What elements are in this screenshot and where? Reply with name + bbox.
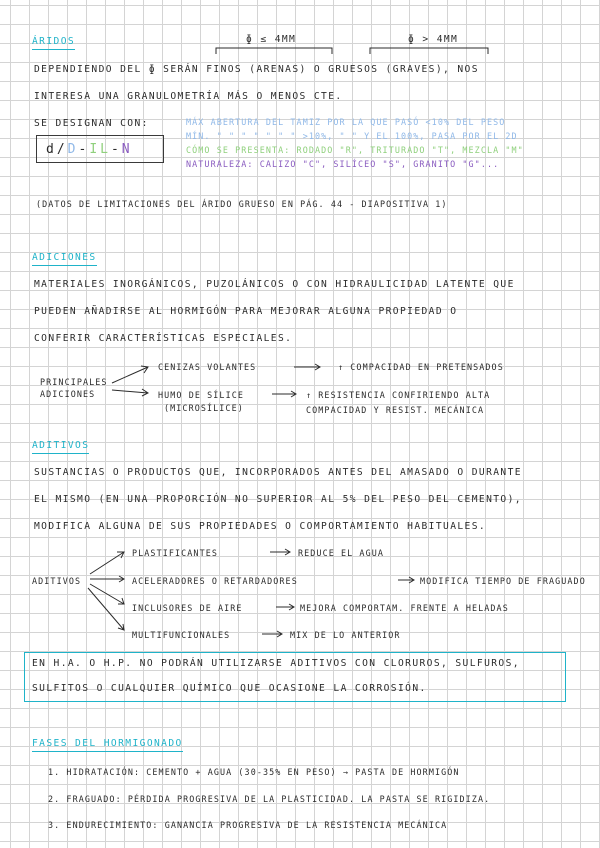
coarse-size-label: ɸ > 4MM — [408, 34, 459, 45]
aridos-text-line-2: INTERESA UNA GRANULOMETRÍA MÁS O MENOS CTE. — [34, 91, 343, 102]
note-max-opening: MÁX ABERTURA DEL TAMIZ POR LA QUE PASÓ <10% DEL PESO — [186, 117, 506, 127]
aditivos-text-line-2: EL MISMO (EN UNA PROPORCIÓN NO SUPERIOR AL 5% DEL PESO DEL CEMENTO), — [34, 494, 522, 505]
section-heading-fases: FASES DEL HORMIGONADO — [32, 738, 183, 752]
addition-fly-ash-effect: ↑ COMPACIDAD EN PRETENSADOS — [338, 362, 504, 372]
additive-type-effect: MIX DE LO ANTERIOR — [290, 630, 401, 640]
principal-additions-label-1: PRINCIPALES — [40, 377, 108, 387]
additive-type-name: MULTIFUNCIONALES — [132, 630, 231, 640]
branch-arrow-aceleradores — [90, 576, 124, 582]
principal-additions-label-2: ADICIONES — [40, 389, 96, 399]
section-heading-adiciones: ADICIONES — [32, 252, 97, 266]
addition-silica-fume-sub: (MICROSÍLICE) — [164, 403, 244, 413]
effect-arrow-inclusores — [276, 604, 294, 610]
additive-type-effect: MEJORA COMPORTAM. FRENTE A HELADAS — [300, 603, 509, 613]
code-N: N — [121, 142, 133, 157]
code-slash: / — [56, 142, 68, 157]
coarse-size-bracket — [370, 48, 488, 54]
effect-arrow-plastificantes — [270, 549, 290, 555]
code-D: D — [67, 142, 79, 157]
addition-silica-fume: HUMO DE SÍLICE — [158, 390, 244, 400]
effect-arrow-silica-fume — [272, 391, 296, 397]
note-min-opening: MÍN. " " " " " " " >10%, " " Y EL 100%, PASA POR EL 2D — [186, 131, 518, 141]
additive-type-effect: MODIFICA TIEMPO DE FRAGUADO — [420, 576, 586, 586]
code-d: d — [46, 142, 57, 157]
branch-arrow-plastificantes — [90, 552, 124, 574]
section-heading-aditivos: ADITIVOS — [32, 440, 89, 454]
adiciones-text-line-1: MATERIALES INORGÁNICOS, PUZOLÁNICOS O CON HIDRAULICIDAD LATENTE QUE — [34, 279, 515, 290]
addition-silica-fume-effect-1: ↑ RESISTENCIA CONFIRIENDO ALTA — [306, 390, 491, 400]
addition-silica-fume-effect-2: COMPACIDAD Y RESIST. MECÁNICA — [306, 405, 485, 415]
additive-type-name: PLASTIFICANTES — [132, 548, 218, 558]
aditivos-root-label: ADITIVOS — [32, 576, 82, 586]
note-nature: NATURALEZA: CALIZO "C", SILÍCEO "S", GRANITO "G"... — [186, 159, 500, 169]
code-separator: - — [78, 142, 90, 157]
aridos-text-line-1: DEPENDIENDO DEL ɸ SERÁN FINOS (ARENAS) O GRUESOS (GRAVES), NOS — [34, 64, 479, 75]
additive-type-name: INCLUSORES DE AIRE — [132, 603, 243, 613]
effect-arrow-aceleradores — [398, 577, 414, 583]
branch-arrow-multifuncionales — [88, 588, 124, 630]
fine-size-bracket — [216, 48, 332, 54]
branch-arrow-fly-ash — [112, 366, 148, 383]
code-IL: IL — [89, 142, 111, 157]
phase-step: 2. FRAGUADO: PÉRDIDA PROGRESIVA DE LA PLASTICIDAD. LA PASTA SE RIGIDIZA. — [48, 794, 491, 804]
warning-line-1: EN H.A. O H.P. NO PODRÁN UTILIZARSE ADITIVOS CON CLORUROS, SULFUROS, — [32, 658, 520, 669]
section-heading-aridos: ÁRIDOS — [32, 36, 75, 50]
addition-fly-ash: CENIZAS VOLANTES — [158, 362, 257, 372]
effect-arrow-fly-ash — [294, 364, 320, 370]
branch-arrow-inclusores — [90, 584, 124, 604]
phase-step: 1. HIDRATACIÓN: CEMENTO + AGUA (30-35% EN PESO) → PASTA DE HORMIGÓN — [48, 767, 460, 777]
note-presentation: CÓMO SE PRESENTA: RODADO "R", TRITURADO "T", MEZCLA "M" — [186, 145, 524, 155]
aditivos-text-line-1: SUSTANCIAS O PRODUCTOS QUE, INCORPORADOS ANTES DEL AMASADO O DURANTE — [34, 467, 522, 478]
additive-type-name: ACELERADORES O RETARDADORES — [132, 576, 298, 586]
branch-arrow-silica-fume — [112, 389, 148, 396]
warning-line-2: SULFITOS O CUALQUIER QUÍMICO QUE OCASIONE LA CORROSIÓN. — [32, 683, 427, 694]
designation-intro: SE DESIGNAN CON: — [34, 118, 149, 129]
aditivos-text-line-3: MODIFICA ALGUNA DE SUS PROPIEDADES O COMPORTAMIENTO HABITUALES. — [34, 521, 487, 532]
effect-arrow-multifuncionales — [262, 631, 282, 637]
aridos-reference: (DATOS DE LIMITACIONES DEL ÁRIDO GRUESO EN PÁG. 44 - DIAPOSITIVA 1) — [36, 199, 448, 209]
fine-size-label: ɸ ≤ 4MM — [246, 34, 297, 45]
code-separator: - — [110, 142, 122, 157]
phase-step: 3. ENDURECIMIENTO: GANANCIA PROGRESIVA DE LA RESISTENCIA MECÁNICA — [48, 820, 448, 830]
additive-type-effect: REDUCE EL AGUA — [298, 548, 384, 558]
adiciones-text-line-2: PUEDEN AÑADIRSE AL HORMIGÓN PARA MEJORAR ALGUNA PROPIEDAD O — [34, 306, 458, 317]
adiciones-text-line-3: CONFERIR CARACTERÍSTICAS ESPECIALES. — [34, 333, 293, 344]
